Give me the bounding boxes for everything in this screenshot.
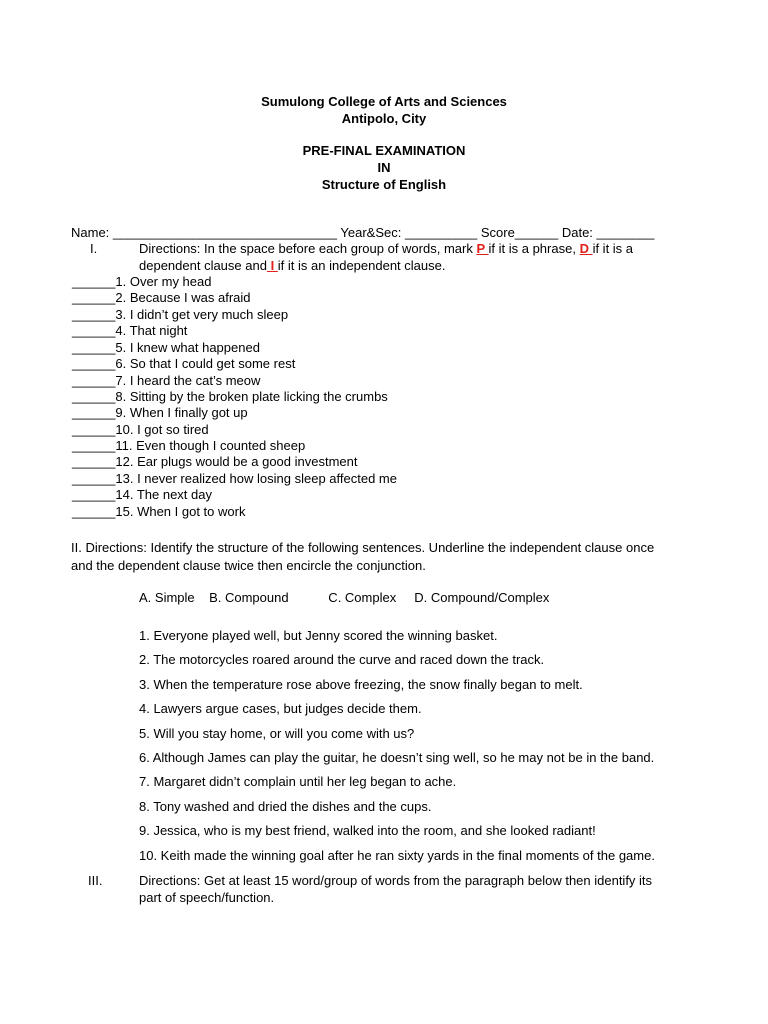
part1-item: ______14. The next day: [72, 487, 212, 502]
school-name: Sumulong College of Arts and Sciences: [261, 94, 507, 109]
mark-i: I: [266, 258, 278, 273]
part2-directions-line1: II. Directions: Identify the structure of the following sentences. Underline the independent clause once: [71, 540, 655, 555]
part2-item: 7. Margaret didn’t complain until her leg began to ache.: [139, 774, 457, 789]
school-city: Antipolo, City: [341, 111, 427, 126]
part1-item: ______3. I didn’t get very much sleep: [72, 307, 289, 322]
part1-dir-text-d: dependent clause and: [139, 258, 267, 273]
part1-dir-text-b: if it is a phrase,: [488, 241, 580, 256]
mark-p: P: [476, 241, 489, 256]
part2-item: 6. Although James can play the guitar, he doesn’t sing well, so he may not be in the band.: [139, 750, 655, 765]
part1-item: ______2. Because I was afraid: [72, 290, 251, 305]
part1-item: ______5. I knew what happened: [72, 340, 260, 355]
part2-item: 2. The motorcycles roared around the curve and raced down the track.: [139, 652, 545, 667]
part2-item: 1. Everyone played well, but Jenny scored the winning basket.: [139, 628, 498, 643]
part1-item: ______11. Even though I counted sheep: [72, 438, 306, 453]
part1-directions-line1: [139, 241, 633, 256]
part1-item: ______10. I got so tired: [72, 422, 209, 437]
part2-directions-line2: and the dependent clause twice then encircle the conjunction.: [71, 558, 426, 573]
exam-in: IN: [377, 160, 391, 175]
exam-title: PRE-FINAL EXAMINATION: [302, 143, 466, 158]
part1-directions-line2: [139, 258, 445, 273]
part1-item: ______6. So that I could get some rest: [72, 356, 296, 371]
part2-item: 8. Tony washed and dried the dishes and the cups.: [139, 799, 432, 814]
part2-item: 5. Will you stay home, or will you come with us?: [139, 726, 415, 741]
part3-directions-line2: part of speech/function.: [139, 890, 275, 905]
part1-item: ______8. Sitting by the broken plate licking the crumbs: [72, 389, 388, 404]
exam-subject: Structure of English: [321, 177, 447, 192]
part1-dir-text-e: if it is an independent clause.: [277, 258, 446, 273]
part1-item: ______15. When I got to work: [72, 504, 246, 519]
part1-item: ______13. I never realized how losing sleep affected me: [72, 471, 397, 486]
part3-directions-line1: Directions: Get at least 15 word/group of words from the paragraph below then identify its: [139, 873, 653, 888]
part1-item: ______12. Ear plugs would be a good investment: [72, 454, 358, 469]
part2-choices: A. Simple B. Compound C. Complex D. Compound/Complex: [139, 590, 550, 605]
part2-item: 9. Jessica, who is my best friend, walked into the room, and she looked radiant!: [139, 823, 596, 838]
part1-item: ______9. When I finally got up: [72, 405, 248, 420]
part1-item: ______4. That night: [72, 323, 188, 338]
student-info-line: Name: _______________________________ Year&Sec: __________ Score______ Date: ________: [71, 225, 655, 240]
part1-item: ______7. I heard the cat’s meow: [72, 373, 261, 388]
part3-numeral: III.: [88, 873, 103, 888]
part2-item: 3. When the temperature rose above freezing, the snow finally began to melt.: [139, 677, 583, 692]
part2-item: 4. Lawyers argue cases, but judges decide them.: [139, 701, 422, 716]
part1-dir-text-a: Directions: In the space before each group of words, mark: [139, 241, 477, 256]
part2-item: 10. Keith made the winning goal after he ran sixty yards in the final moments of the game.: [139, 848, 655, 863]
part1-numeral: I.: [90, 241, 98, 256]
mark-d: D: [579, 241, 593, 256]
part1-dir-text-c: if it is a: [592, 241, 634, 256]
part1-item: ______1. Over my head: [72, 274, 212, 289]
